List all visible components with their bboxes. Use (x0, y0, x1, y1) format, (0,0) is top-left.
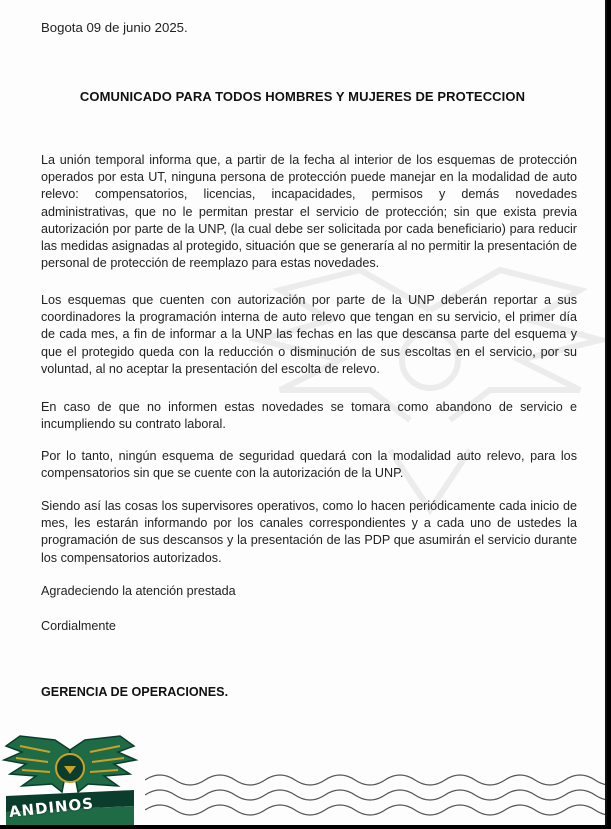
paragraph-3: En caso de que no informen estas novedades se tomara como abandono de servicio e incumpliendo su contrato laboral. (41, 400, 577, 432)
logo-text: ANDINOS (8, 794, 95, 821)
thanks-line: Agradeciendo la atención prestada (41, 584, 236, 598)
paragraph-4: Por lo tanto, ningún esquema de seguridad quedará con la modalidad auto relevo, para los compensatorios sin que se cuente con la autorización de la UNP. (41, 449, 577, 481)
paragraph-2: Los esquemas que cuenten con autorización por parte de la UNP deberán reportar a sus coordinadores la programación interna de auto relevo que tengan en su servicio, el primer día de cada mes, a fin de informar a la UNP las fechas en las que descansa parte del esquema y que el protegido queda con la reducción o disminución de sus escoltas en el servicio, por su voluntad, al no aceptar la presentación del escolta de relevo. (41, 293, 577, 376)
document-heading: COMUNICADO PARA TODOS HOMBRES Y MUJERES DE PROTECCION (79, 89, 526, 104)
document-date: Bogota 09 de junio 2025. (41, 20, 188, 35)
paragraph-5: Siendo así las cosas los supervisores operativos, como lo hacen periódicamente cada inicio de mes, les estarán informando por los canales correspondientes y a cada uno de ustedes la programación de sus descansos y la presentación de las PDP que asumirán el servicio durante los compensatorios autorizados. (41, 499, 577, 565)
paragraph-1: La unión temporal informa que, a partir de la fecha al interior de los esquemas de protección operados por esta UT, ninguna persona de protección puede manejar en la modalidad de auto relevo: compensatorios, licencias, incapacidades, permisos y demás novedades administrativas, que no le permitan prestar el servicio de protección; sin que exista previa autorización por parte de la UNP, (la cual debe ser solicitada por cada beneficiario) para reducir las medidas asignadas al protegido, situación que se generaría al no permitir la presentación de personal de protección de reemplazo para estas novedades. (41, 153, 577, 271)
wave-lines-icon (145, 760, 605, 820)
signature: GERENCIA DE OPERACIONES. (41, 685, 229, 699)
closing-line: Cordialmente (41, 619, 116, 633)
